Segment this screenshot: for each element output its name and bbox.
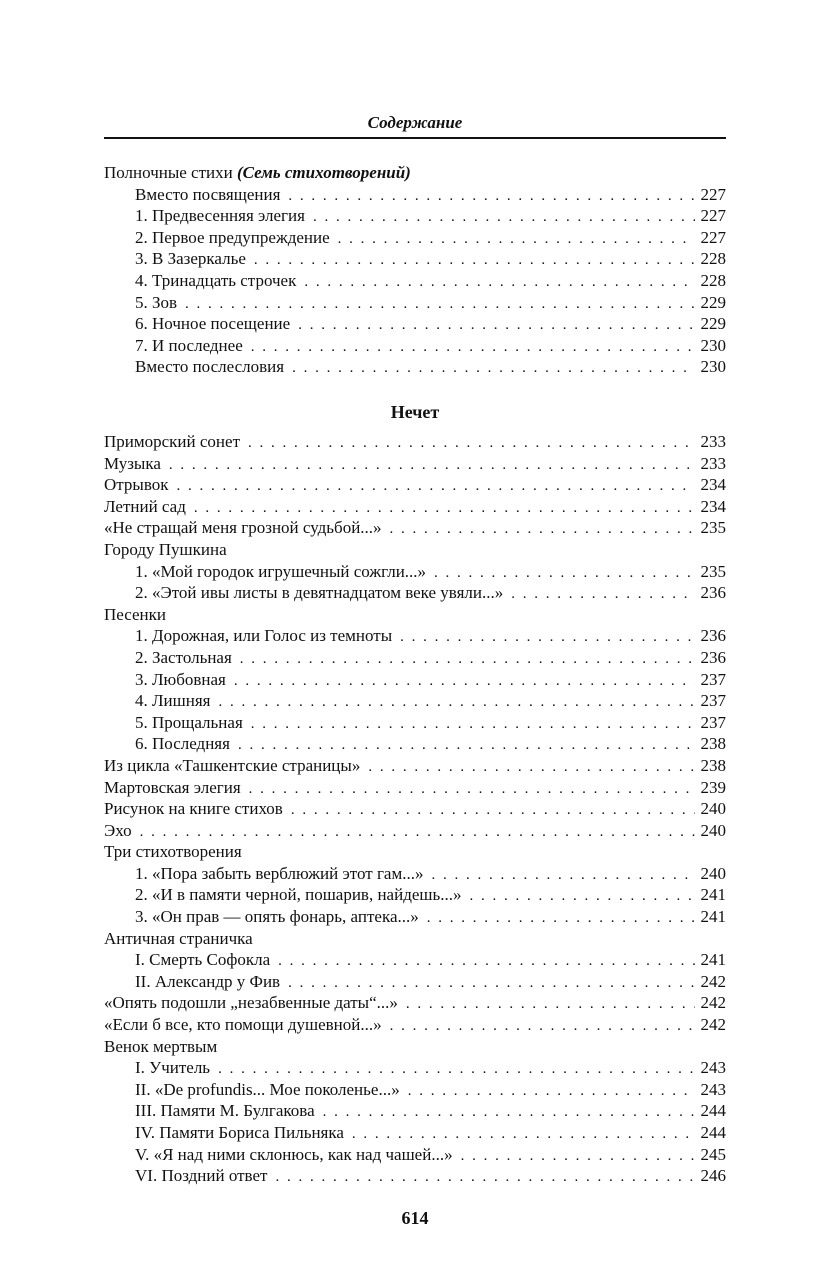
dot-leader — [194, 498, 695, 520]
toc-entry-page: 236 — [700, 647, 726, 667]
toc-entry-title: 2. «И в памяти черной, пошарив, найдешь...» — [135, 885, 462, 905]
toc-entry-title: «Не стращай меня грозной судьбой...» — [104, 518, 382, 538]
toc-entry — [104, 582, 726, 604]
toc-entry-title: I. Учитель — [135, 1058, 211, 1078]
toc-entry-page: 237 — [700, 712, 726, 732]
toc-section-nechet — [104, 431, 726, 1187]
toc-entry-page: 244 — [700, 1101, 726, 1121]
toc-entry-title: 1. Предвесенняя элегия — [135, 206, 305, 226]
dot-leader — [249, 779, 695, 801]
dot-leader — [254, 250, 695, 272]
toc-entry — [104, 248, 726, 270]
toc-entry — [104, 1144, 726, 1166]
toc-entry-title: Из цикла «Ташкентские страницы» — [104, 755, 361, 775]
dot-leader — [304, 272, 694, 294]
toc-entry — [104, 690, 726, 712]
toc-entry — [104, 949, 726, 971]
toc-entry-page: 240 — [700, 820, 726, 840]
toc-entry — [104, 356, 726, 378]
dot-leader — [248, 433, 695, 455]
toc-entry-page: 240 — [700, 799, 726, 819]
toc-entry-title: II. «De profundis... Мое поколенье...» — [135, 1079, 400, 1099]
dot-leader — [298, 315, 694, 337]
toc-entry-page: 235 — [700, 561, 726, 581]
toc-entry — [104, 712, 726, 734]
dot-leader — [278, 951, 694, 973]
dot-leader — [292, 358, 694, 380]
toc-entry-page: 246 — [700, 1166, 726, 1186]
toc-entry-page: 238 — [700, 734, 726, 754]
toc-entry — [104, 647, 726, 669]
dot-leader — [511, 584, 694, 606]
page-number: 614 — [401, 1208, 429, 1228]
toc-entry — [104, 270, 726, 292]
toc-entry-page: 229 — [700, 292, 726, 312]
dot-leader — [368, 757, 694, 779]
toc-entry-title: Античная страничка — [104, 928, 253, 948]
toc-entry — [104, 841, 726, 863]
toc-entry-title: 2. Первое предупреждение — [135, 227, 330, 247]
toc-entry-page: 241 — [700, 950, 726, 970]
toc-entry-title: «Опять подошли „незабвенные даты“...» — [104, 993, 398, 1013]
toc-entry-title: 4. Тринадцать строчек — [135, 270, 297, 290]
toc-entry-page: 235 — [700, 518, 726, 538]
toc-entry-title: I. Смерть Софокла — [135, 950, 271, 970]
running-head: Содержание — [367, 113, 463, 132]
toc-entry-title: 3. Любовная — [135, 669, 226, 689]
toc-entry — [104, 539, 726, 561]
toc-entry-page: 234 — [700, 475, 726, 495]
toc-group-midnight-verses — [104, 162, 726, 378]
toc-entry-page: 228 — [700, 249, 726, 269]
toc-entry — [104, 733, 726, 755]
toc-entry-title: Приморский сонет — [104, 432, 240, 451]
toc-entry-title: 2. «Этой ивы листы в девятнадцатом веке увяли...» — [135, 583, 504, 603]
toc-entry-page: 229 — [700, 314, 726, 334]
dot-leader — [390, 1016, 695, 1038]
toc-entry — [104, 292, 726, 314]
dot-leader — [218, 692, 694, 714]
dot-leader — [240, 649, 695, 671]
section-title: Нечет — [390, 402, 440, 422]
toc-entry-page: 238 — [700, 755, 726, 775]
toc-entry — [104, 798, 726, 820]
toc-entry — [104, 906, 726, 928]
toc-group-heading — [104, 162, 726, 184]
toc-entry-title: «Если б все, кто помощи душевной...» — [104, 1015, 382, 1035]
toc-entry-page: 241 — [700, 907, 726, 927]
toc-entry-title: 5. Прощальная — [135, 712, 243, 732]
toc-entry — [104, 625, 726, 647]
toc-entry-title: III. Памяти М. Булгакова — [135, 1101, 315, 1121]
toc-entry-page: 230 — [700, 335, 726, 355]
toc-entry-title: Три стихотворения — [104, 842, 242, 862]
group-title: Полночные стихи — [104, 163, 233, 182]
toc-entry-title: Отрывок — [104, 475, 169, 495]
toc-entry-page: 241 — [700, 885, 726, 905]
toc-entry-page: 243 — [700, 1079, 726, 1099]
toc-entry-title: 6. Ночное посещение — [135, 314, 291, 334]
dot-leader — [390, 519, 695, 541]
toc-entry-page: 234 — [700, 496, 726, 516]
toc-entry — [104, 669, 726, 691]
toc-entry-page: 227 — [700, 227, 726, 247]
toc-entry-page: 242 — [700, 971, 726, 991]
toc-entry — [104, 992, 726, 1014]
toc-entry — [104, 884, 726, 906]
toc-entry — [104, 1057, 726, 1079]
dot-leader — [434, 563, 694, 585]
toc-entry-title: 3. В Зазеркалье — [135, 249, 246, 269]
toc-entry-page: 236 — [700, 583, 726, 603]
toc-entry — [104, 1036, 726, 1058]
toc-entry — [104, 863, 726, 885]
toc-entry — [104, 1014, 726, 1036]
toc-entry-page: 242 — [700, 1015, 726, 1035]
toc-entry-title: 7. И последнее — [135, 335, 243, 355]
toc-entry-title: 4. Лишняя — [135, 691, 211, 711]
dot-leader — [352, 1124, 695, 1146]
toc-entry — [104, 313, 726, 335]
toc-entry-title: 2. Застольная — [135, 647, 232, 667]
toc-entry-title: 6. Последняя — [135, 734, 230, 754]
toc-entry-title: Рисунок на книге стихов — [104, 799, 283, 819]
toc-entry — [104, 1100, 726, 1122]
toc-entry-page: 244 — [700, 1123, 726, 1142]
toc-entry-title: 1. Дорожная, или Голос из темноты — [135, 626, 393, 646]
dot-leader — [177, 476, 695, 498]
toc-entry-title: Эхо — [104, 820, 132, 840]
toc-entry — [104, 928, 726, 950]
toc-entry — [104, 474, 726, 496]
toc-entry — [104, 431, 726, 453]
toc-entry-title: IV. Памяти Бориса Пильняка — [135, 1123, 344, 1142]
toc-entry-page: 243 — [700, 1058, 726, 1078]
toc-entry — [104, 561, 726, 583]
dot-leader — [408, 1081, 695, 1103]
toc-entry-title: VI. Поздний ответ — [135, 1166, 268, 1186]
dot-leader — [238, 735, 695, 757]
toc-entry — [104, 1122, 726, 1144]
dot-leader — [218, 1059, 694, 1081]
dot-leader — [251, 337, 695, 359]
dot-leader — [427, 908, 695, 930]
toc-entry — [104, 777, 726, 799]
toc-entry-title: Летний сад — [104, 496, 186, 516]
toc-entry-title: V. «Я над ними склонюсь, как над чашей...» — [135, 1144, 453, 1164]
toc-entry-title: 5. Зов — [135, 292, 178, 312]
toc-entry-title: 1. «Пора забыть верблюжий этот гам...» — [135, 863, 424, 883]
dot-leader — [291, 800, 695, 822]
toc-entry-page: 242 — [700, 993, 726, 1013]
toc-entry-page: 227 — [700, 184, 726, 204]
toc-entry — [104, 335, 726, 357]
toc-entry-title: II. Александр у Фив — [135, 971, 281, 991]
toc-entry-page: 227 — [700, 206, 726, 226]
toc-entry-title: 1. «Мой городок игрушечный сожгли...» — [135, 561, 427, 581]
toc-entry-page: 233 — [700, 453, 726, 473]
toc-entry — [104, 517, 726, 539]
dot-leader — [323, 1102, 695, 1124]
dot-leader — [431, 865, 694, 887]
dot-leader — [169, 455, 695, 477]
toc-entry-title: Песенки — [104, 604, 166, 624]
dot-leader — [400, 627, 694, 649]
toc-entry-title: Мартовская элегия — [104, 777, 241, 797]
dot-leader — [288, 973, 694, 995]
toc-entry — [104, 755, 726, 777]
dot-leader — [406, 994, 695, 1016]
toc-entry-page: 237 — [700, 669, 726, 689]
toc-entry — [104, 971, 726, 993]
toc-entry — [104, 1165, 726, 1187]
toc-entry — [104, 1079, 726, 1101]
toc-entry-page: 237 — [700, 691, 726, 711]
toc-entry — [104, 604, 726, 626]
toc-entry-title: Музыка — [104, 453, 161, 473]
toc-entry — [104, 496, 726, 518]
header-rule — [104, 137, 726, 139]
toc-entry-title: Вместо посвящения — [135, 184, 281, 204]
toc-entry — [104, 184, 726, 206]
dot-leader — [140, 822, 695, 844]
group-subtitle: (Семь стихотворений) — [236, 163, 411, 182]
dot-leader — [185, 294, 694, 316]
toc-entry-title: Вместо послесловия — [135, 357, 285, 377]
toc-entry-page: 239 — [700, 777, 726, 797]
toc-entry — [104, 227, 726, 249]
dot-leader — [234, 671, 695, 693]
toc-entry-page: 236 — [700, 626, 726, 646]
toc-entry — [104, 820, 726, 842]
toc-entry-page: 228 — [700, 270, 726, 290]
toc-entry-page: 230 — [700, 357, 726, 377]
dot-leader — [461, 1146, 695, 1168]
dot-leader — [288, 186, 694, 208]
dot-leader — [251, 714, 695, 736]
toc-entry — [104, 205, 726, 227]
dot-leader — [275, 1167, 694, 1189]
toc-entry-title: Венок мертвым — [104, 1036, 218, 1056]
toc-entry — [104, 453, 726, 475]
toc-entry-page: 245 — [700, 1144, 726, 1164]
toc-entry-title: Городу Пушкина — [104, 539, 227, 559]
toc-entry-title: 3. «Он прав — опять фонарь, аптека...» — [135, 907, 419, 927]
dot-leader — [313, 207, 695, 229]
toc-entry-page: 233 — [700, 432, 726, 451]
dot-leader — [338, 229, 695, 251]
dot-leader — [469, 886, 694, 908]
toc-entry-page: 240 — [700, 863, 726, 883]
